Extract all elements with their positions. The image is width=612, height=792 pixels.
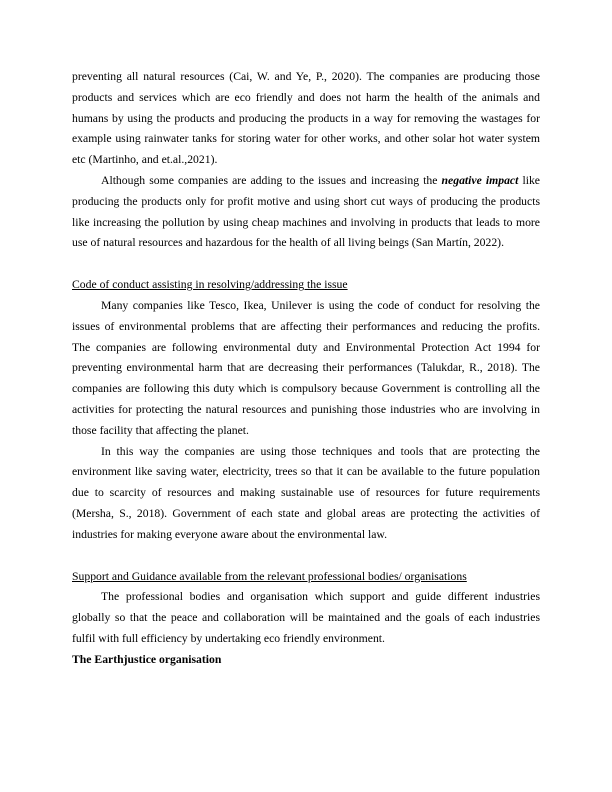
paragraph-text-before: Although some companies are adding to the issues and increasing the <box>101 173 442 187</box>
document-page <box>72 67 540 671</box>
emphasized-phrase: negative impact <box>441 173 519 187</box>
paragraph-spacer <box>72 254 540 275</box>
body-paragraph-techniques: In this way the companies are using those techniques and tools that are protecting the environment like saving water, electricity, trees so that it can be available to the future population due to scarcity of resources and making sustainable use of resources for future requirements (Mersha, S., 2018). Government of each state and global areas are protecting the activities of industries for making everyone aware about the environmental law. <box>72 444 540 541</box>
paragraph-spacer <box>72 546 540 567</box>
section-heading-support-guidance: Support and Guidance available from the relevant professional bodies/ organisations <box>72 569 467 583</box>
subheading-earthjustice: The Earthjustice organisation <box>72 652 222 666</box>
paragraph-text-after: like producing the products only for profit motive and using short cut ways of producing the products like increasing the pollution by using cheap machines and involving in products that leads to more use of natural resources and hazardous for the health of all living beings (San Martín, 2022). <box>72 173 540 250</box>
body-paragraph-code-of-conduct: Many companies like Tesco, Ikea, Unilever is using the code of conduct for resolving the issues of environmental problems that are affecting their performances and reducing the profits. The companies are following environmental duty and Environmental Protection Act 1994 for preventing environmental harm that are decreasing their performances (Talukdar, R., 2018). The companies are following this duty which is compulsory because Government is controlling all the activities for protecting the natural resources and punishing those industries who are involving in those facility that affecting the planet. <box>72 298 540 437</box>
body-paragraph-continued: preventing all natural resources (Cai, W. and Ye, P., 2020). The companies are producing those products and services which are eco friendly and does not harm the health of the animals and humans by using the products and producing the products in a way for removing the wastages for example using rainwater tanks for storing water for other works, and other solar hot water system etc (Martinho, and et.al.,2021). <box>72 70 540 167</box>
body-paragraph-negative-impact <box>72 171 540 254</box>
section-heading-code-of-conduct: Code of conduct assisting in resolving/addressing the issue <box>72 278 348 292</box>
body-paragraph-professional-bodies: The professional bodies and organisation which support and guide different industries globally so that the peace and collaboration will be maintained and the goals of each industries fulfil with full efficiency by undertaking eco friendly environment. <box>72 590 540 645</box>
